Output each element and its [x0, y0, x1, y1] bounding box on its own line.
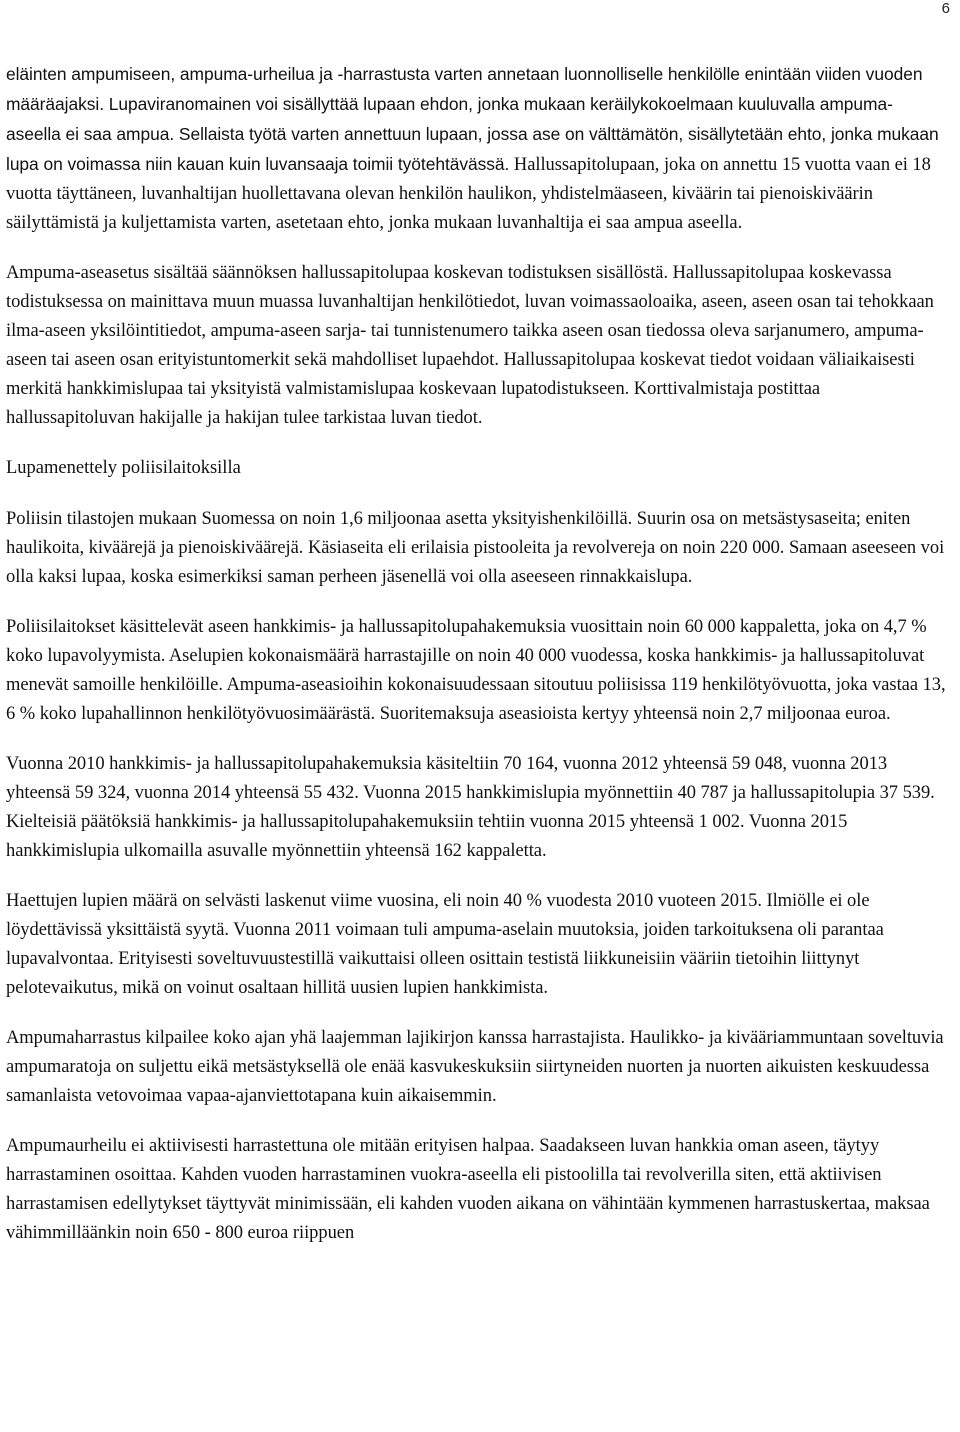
document-body — [6, 60, 946, 1248]
paragraph-text-serif: Hallussapitolupaan, joka on annettu 15 vuotta vaan ei 18 vuotta täyttäneen, luvanhaltijan huollettavana olevan henkilön haulikon, yhdistelmäaseen, kiväärin tai pienoiskiväärin säilyttämistä ja kuljettamista varten, asetetaan ehto, jonka mukaan luvanhaltija ei saa ampua aseella. — [6, 155, 931, 233]
paragraph-yearly-figures: Vuonna 2010 hankkimis- ja hallussapitolupahakemuksia käsiteltiin 70 164, vuonna 2012 yhteensä 59 048, vuonna 2013 yhteensä 59 324, vuonna 2014 yhteensä 55 432. Vuonna 2015 hankkimislupia myönnettiin 40 787 ja hallussapitolupia 37 539. Kielteisiä päätöksiä hankkimis- ja hallussapitolupahakemuksiin tehtiin vuonna 2015 yhteensä 1 002. Vuonna 2015 hankkimislupia ulkomailla asuvalle myönnettiin yhteensä 162 kappaletta. — [6, 754, 935, 861]
paragraph-weapon-permit-conditions — [6, 60, 946, 238]
paragraph-permit-certificate: Ampuma-aseasetus sisältää säännöksen hallussapitolupaa koskevan todistuksen sisällöstä. Hallussapitolupaa koskevassa todistuksessa on mainittava muun muassa luvanhaltijan henkilötiedot, luvan voimassaoloaika, aseen, aseen osan tai tehokkaan ilma-aseen yksilöintitiedot, ampuma-aseen sarja- tai tunnistenumero taikka aseen osan tiedossa oleva sarjanumero, ampuma-aseen tai aseen osan erityistuntomerkit sekä mahdolliset lupaehdot. Hallussapitolupaa koskevat tiedot voidaan väliaikaisesti merkitä hankkimislupaa tai yksityistä valmistamislupaa koskevaan lupatodistukseen. Korttivalmistaja postittaa hallussapitoluvan hakijalle ja hakijan tulee tarkistaa luvan tiedot. — [6, 263, 934, 428]
paragraph-shooting-costs: Ampumaurheilu ei aktiivisesti harrastettuna ole mitään erityisen halpaa. Saadakseen luvan hankkia oman aseen, täytyy harrastaminen osoittaa. Kahden vuoden harrastaminen vuokra-aseella eli pistoolilla tai revolverilla siten, että aktiivisen harrastamisen edellytykset täyttyvät minimissään, eli kahden vuoden aikana on vähintään kymmenen harrastuskertaa, maksaa vähimmilläänkin noin 650 - 800 euroa riippuen — [6, 1136, 930, 1243]
page-number: 6 — [941, 0, 950, 17]
paragraph-decline-reasons: Haettujen lupien määrä on selvästi laskenut viime vuosina, eli noin 40 % vuodesta 2010 vuoteen 2015. Ilmiölle ei ole löydettävissä yksittäistä syytä. Vuonna 2011 voimaan tuli ampuma-aselain muutoksia, joiden tarkoituksena oli parantaa lupavalvontaa. Erityisesti soveltuvuustestillä vaikuttaisi olleen osittain testistä liikkuneisiin vääriin tietoihin liittynyt pelotevaikutus, mikä on voinut osaltaan hillitä uusien lupien hankkimista. — [6, 891, 884, 998]
paragraph-hobby-competition: Ampumaharrastus kilpailee koko ajan yhä laajemman lajikirjon kanssa harrastajista. Haulikko- ja kivääriammuntaan soveltuvia ampumaratoja on suljettu eikä metsästyksellä ole enää kasvukeskuksiin siirtyneiden nuorten ja nuorten aikuisten keskuudessa samanlaista vetovoimaa vapaa-ajanviettotapana kuin aikaisemmin. — [6, 1028, 944, 1106]
section-heading: Lupamenettely poliisilaitoksilla — [6, 458, 241, 478]
paragraph-text-sans: eläinten ampumiseen, ampuma-urheilua ja -harrastusta varten annetaan luonnolliselle henkilölle enintään viiden vuoden määräajaksi. Lupaviranomainen voi sisällyttää lupaan ehdon, jonka mukaan keräilykokoelmaan kuuluvalla ampuma-aseella ei saa ampua. Sellaista työtä varten annettuun lupaan, jossa ase on välttämätön, sisällytetään ehto, jonka mukaan lupa on voimassa niin kauan kuin luvansaaja toimii työtehtävässä. — [6, 64, 939, 174]
paragraph-police-statistics: Poliisin tilastojen mukaan Suomessa on noin 1,6 miljoonaa asetta yksityishenkilöillä. Suurin osa on metsästysaseita; eniten haulikoita, kiväärejä ja pienoiskiväärejä. Käsiaseita eli erilaisia pistooleita ja revolvereja on noin 220 000. Samaan aseeseen voi olla kaksi lupaa, koska esimerkiksi saman perheen jäsenellä voi olla aseeseen rinnakkaislupa. — [6, 509, 945, 587]
paragraph-application-volume: Poliisilaitokset käsittelevät aseen hankkimis- ja hallussapitolupahakemuksia vuosittain noin 60 000 kappaletta, joka on 4,7 % koko lupavolyymista. Aselupien kokonaismäärä harrastajille on noin 40 000 vuodessa, koska hankkimis- ja hallussapitoluvat menevät samoille henkilöille. Ampuma-aseasioihin kokonaisuudessaan sitoutuu poliisissa 119 henkilötyövuotta, joka vastaa 13, 6 % koko lupahallinnon henkilötyövuosimäärästä. Suoritemaksuja aseasioista kertyy yhteensä noin 2,7 miljoonaa euroa. — [6, 617, 946, 724]
